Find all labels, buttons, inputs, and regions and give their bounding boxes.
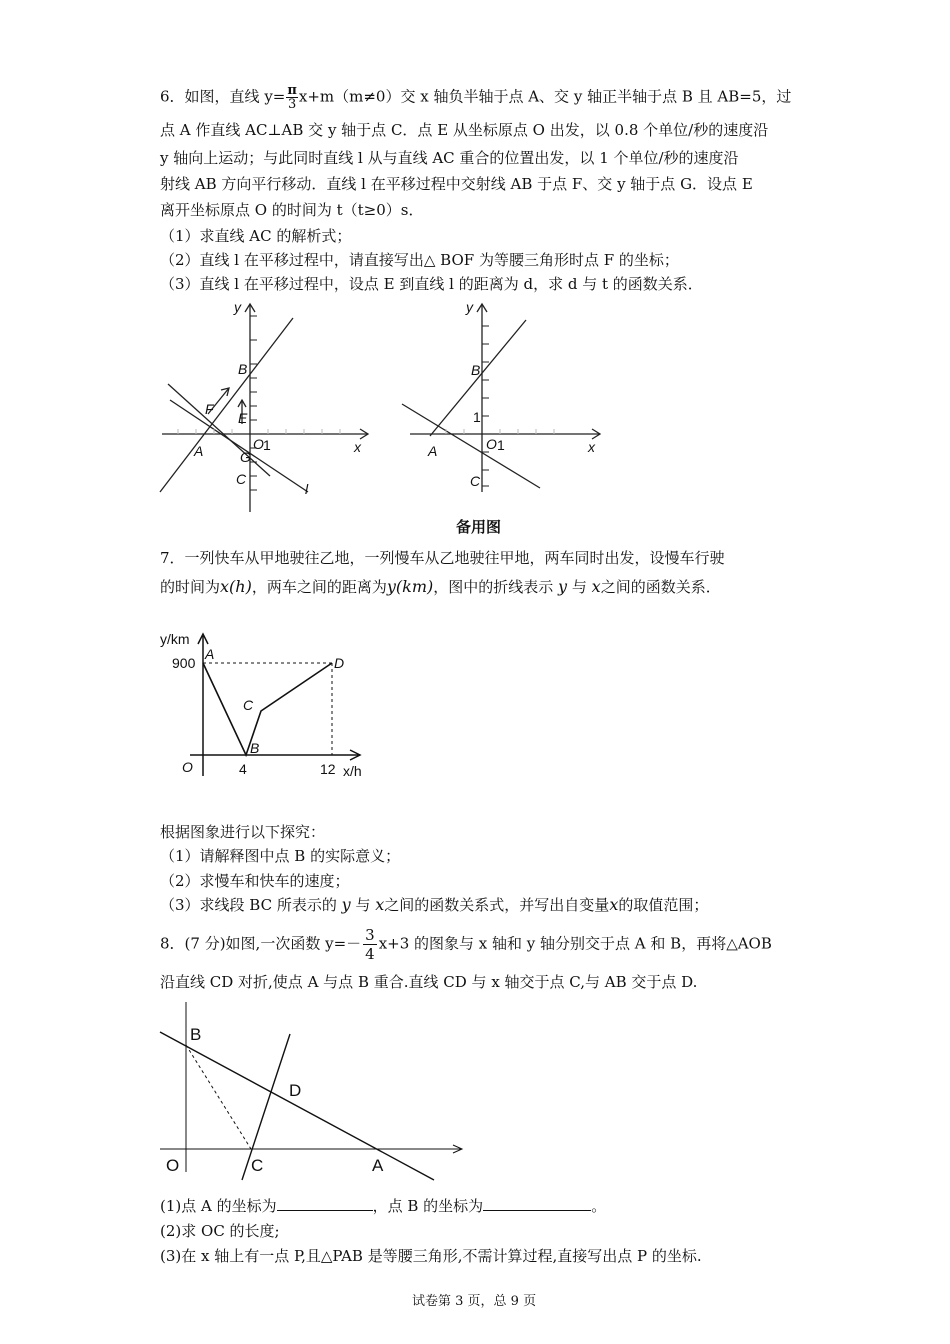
q7-sub2: （2）求慢车和快车的速度； bbox=[160, 872, 350, 890]
answer-blank-a[interactable] bbox=[277, 1196, 373, 1211]
q7-distance-graph bbox=[150, 626, 380, 786]
q6-sub1: （1）求直线 AC 的解析式； bbox=[160, 227, 352, 245]
point-a: A bbox=[372, 1156, 384, 1175]
fig1-point-g: G bbox=[240, 449, 251, 465]
fig1-x-label: x bbox=[354, 439, 361, 455]
fig1-y-label: y bbox=[234, 299, 241, 315]
q6-fraction: $\frac{\pi}{3}$ bbox=[287, 83, 297, 112]
fig2-tick-one-x: 1 bbox=[497, 437, 505, 453]
tick-4: 4 bbox=[239, 761, 247, 777]
fig2-y-label: y bbox=[466, 299, 473, 315]
q6-sub2: （2）直线 l 在平移过程中，请直接写出△ BOF 为等腰三角形时点 F 的坐标； bbox=[160, 251, 679, 269]
q8-sub2: (2)求 OC 的长度; bbox=[160, 1222, 280, 1240]
line-ab bbox=[160, 1032, 434, 1180]
fig1-point-f: F bbox=[205, 401, 214, 417]
dashed-bc bbox=[186, 1045, 251, 1149]
q6-line5: 离开坐标原点 O 的时间为 t（t≥0）s． bbox=[160, 201, 424, 219]
point-b: B bbox=[250, 740, 260, 756]
point-c: C bbox=[243, 697, 254, 713]
q8-line2: 沿直线 CD 对折,使点 A 与点 B 重合.直线 CD 与 x 轴交于点 C,与 AB 交于点 D. bbox=[160, 973, 698, 991]
fig2-point-c: C bbox=[470, 473, 481, 489]
fig2-tick-one-y: 1 bbox=[473, 409, 481, 425]
q8-line1: 8．(7 分)如图,一次函数 y=－ $\frac{3}{4}$ x+3 的图象与 x 轴和 y 轴分别交于点 A 和 B，再将△AOB bbox=[160, 926, 772, 963]
fig1-point-c: C bbox=[236, 471, 247, 487]
q8-sub1: (1)点 A 的坐标为 ，点 B 的坐标为 。 bbox=[160, 1197, 607, 1215]
origin-label: O bbox=[166, 1156, 180, 1175]
answer-blank-b[interactable] bbox=[483, 1196, 591, 1211]
fig1-point-a: A bbox=[194, 443, 204, 459]
fig1-line-l-label: l bbox=[305, 481, 309, 497]
q6-sub3: （3）直线 l 在平移过程中，设点 E 到直线 l 的距离为 d，求 d 与 t 的函数关系． bbox=[160, 275, 703, 293]
q6-line3: y 轴向上运动；与此同时直线 l 从与直线 AC 重合的位置出发，以 1 个单位/秒的速度沿 bbox=[160, 149, 739, 167]
q8-sub3: (3)在 x 轴上有一点 P,且△PAB 是等腰三角形,不需计算过程,直接写出点 P 的坐标. bbox=[160, 1247, 702, 1265]
fig2-point-a: A bbox=[428, 443, 438, 459]
q7-line2: 的时间为x(h)，两车之间的距离为y(km)，图中的折线表示 y 与 x之间的函数关系． bbox=[160, 577, 721, 596]
tick-900: 900 bbox=[172, 655, 196, 671]
fig2-point-b: B bbox=[471, 362, 481, 378]
point-d: D bbox=[334, 655, 345, 671]
distance-polyline bbox=[203, 663, 332, 755]
q6-line1: 6．如图，直线 y= $\frac{\pi}{3}$ x+m（m≠0）交 x 轴负半轴于点 A、交 y 轴正半轴于点 B 且 AB=5，过 bbox=[160, 83, 792, 112]
fig1-point-e: E bbox=[238, 410, 248, 426]
q8-figure bbox=[150, 992, 470, 1192]
tick-12: 12 bbox=[320, 761, 336, 777]
q7-line1: 7．一列快车从甲地驶往乙地，一列慢车从乙地驶往甲地，两车同时出发，设慢车行驶 bbox=[160, 549, 725, 567]
q6-figure-main bbox=[150, 296, 380, 516]
point-d: D bbox=[289, 1081, 302, 1100]
fig1-point-b: B bbox=[238, 361, 248, 377]
fig2-origin: O bbox=[486, 436, 497, 452]
q6-figure-spare bbox=[390, 296, 610, 496]
point-a: A bbox=[205, 646, 215, 662]
page-footer: 试卷第 3 页，总 9 页 bbox=[412, 1294, 537, 1309]
fig2-x-label: x bbox=[588, 439, 595, 455]
fig1-tick-one: 1 bbox=[263, 437, 271, 453]
point-b: B bbox=[190, 1025, 202, 1044]
q8-fraction: $\frac{3}{4}$ bbox=[365, 926, 375, 963]
q7-intro: 根据图象进行以下探究： bbox=[160, 823, 326, 841]
origin-label: O bbox=[182, 759, 193, 775]
line-ab bbox=[160, 318, 293, 492]
y-axis-label: y/km bbox=[160, 631, 190, 647]
point-c: C bbox=[251, 1156, 264, 1175]
q7-sub1: （1）请解释图中点 B 的实际意义； bbox=[160, 847, 401, 865]
fig1-origin: O bbox=[253, 436, 264, 452]
x-axis-label: x/h bbox=[343, 763, 362, 779]
spare-figure-caption: 备用图 bbox=[456, 519, 502, 536]
q6-line2: 点 A 作直线 AC⊥AB 交 y 轴于点 C．点 E 从坐标原点 O 出发，以 0.8 个单位/秒的速度沿 bbox=[160, 121, 769, 139]
q6-line4: 射线 AB 方向平行移动．直线 l 在平移过程中交射线 AB 于点 F、交 y 轴于点 G．设点 E bbox=[160, 175, 753, 193]
q7-sub3: （3）求线段 BC 所表示的 y 与 x之间的函数关系式，并写出自变量x的取值范围； bbox=[160, 895, 709, 914]
line-cd bbox=[242, 1034, 290, 1180]
